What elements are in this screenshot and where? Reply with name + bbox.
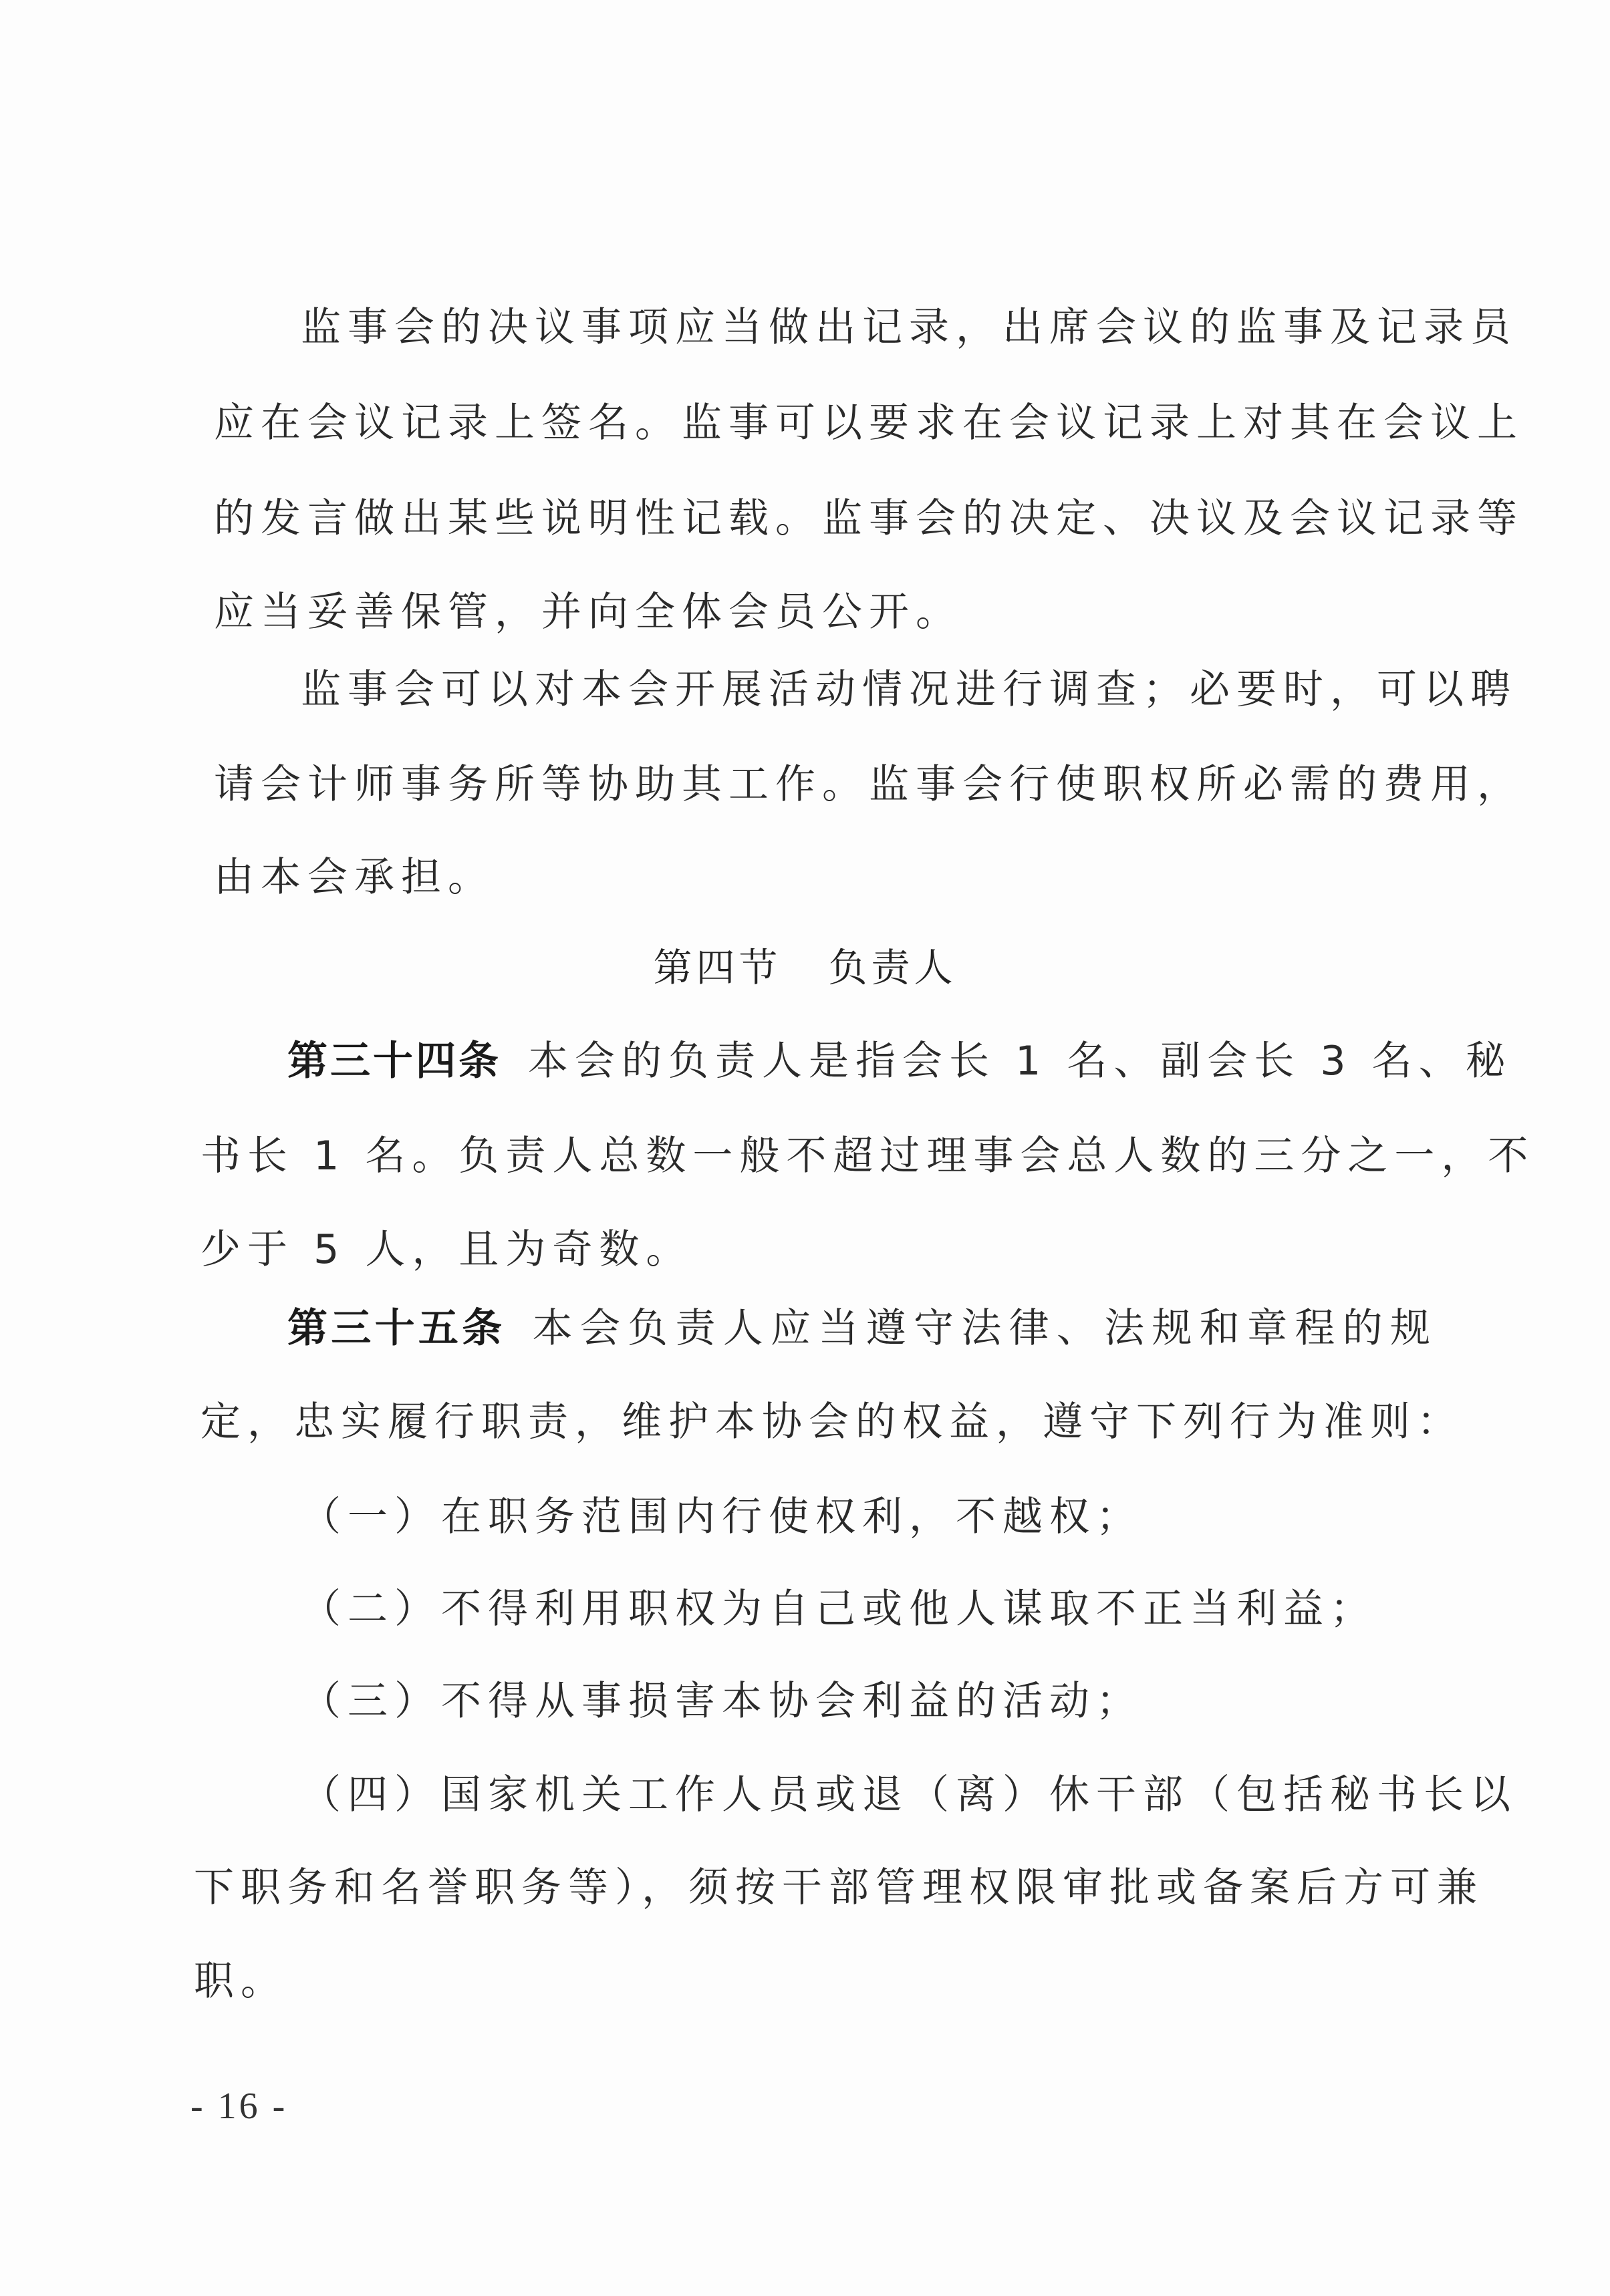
article-34-text-1: 本会的负责人是指会长 1 名、副会长 3 名、秘 [528,1038,1512,1085]
paragraph-2-line-3: 由本会承担。 [214,854,495,901]
article-35-line-2: 定，忠实履行职责，维护本协会的权益，遵守下列行为准则： [200,1399,1464,1445]
paragraph-1-line-1: 监事会的决议事项应当做出记录，出席会议的监事及记录员 [301,304,1517,351]
article-35-text-1: 本会负责人应当遵守法律、法规和章程的规 [532,1305,1438,1352]
article-35-item-4-line-3: 职。 [194,1958,287,2005]
article-35-label: 第三十五条 [287,1305,506,1352]
article-34-line-2: 书长 1 名。负责人总数一般不超过理事会总人数的三分之一，不 [200,1133,1535,1179]
paragraph-1-line-4: 应当妥善保管，并向全体会员公开。 [214,589,962,635]
paragraph-2-line-2: 请会计师事务所等协助其工作。监事会行使职权所必需的费用， [214,761,1524,808]
article-35-line-1 [287,1302,1437,1355]
section-number: 第四节 [653,945,782,990]
paragraph-1-line-3: 的发言做出某些说明性记载。监事会的决定、决议及会议记录等 [214,495,1524,542]
article-34-label: 第三十四条 [287,1038,501,1085]
section-heading [0,941,1610,994]
article-35-item-4-line-1: （四）国家机关工作人员或退（离）休干部（包括秘书长以 [301,1771,1517,1818]
paragraph-1-line-2: 应在会议记录上签名。监事可以要求在会议记录上对其在会议上 [214,400,1524,446]
article-34-line-3: 少于 5 人，且为奇数。 [200,1226,693,1273]
page-number: - 16 - [190,2086,288,2127]
article-35-item-4-line-2: 下职务和名誉职务等），须按干部管理权限审批或备案后方可兼 [194,1864,1484,1911]
article-35-item-3: （三）不得从事损害本协会利益的活动； [301,1678,1143,1725]
section-title: 负责人 [828,945,957,990]
article-34-line-1 [287,1034,1512,1088]
article-35-item-2: （二）不得利用职权为自己或他人谋取不正当利益； [301,1586,1377,1632]
article-35-item-1: （一）在职务范围内行使权利，不越权； [301,1493,1143,1540]
paragraph-2-line-1: 监事会可以对本会开展活动情况进行调查；必要时，可以聘 [301,666,1517,713]
